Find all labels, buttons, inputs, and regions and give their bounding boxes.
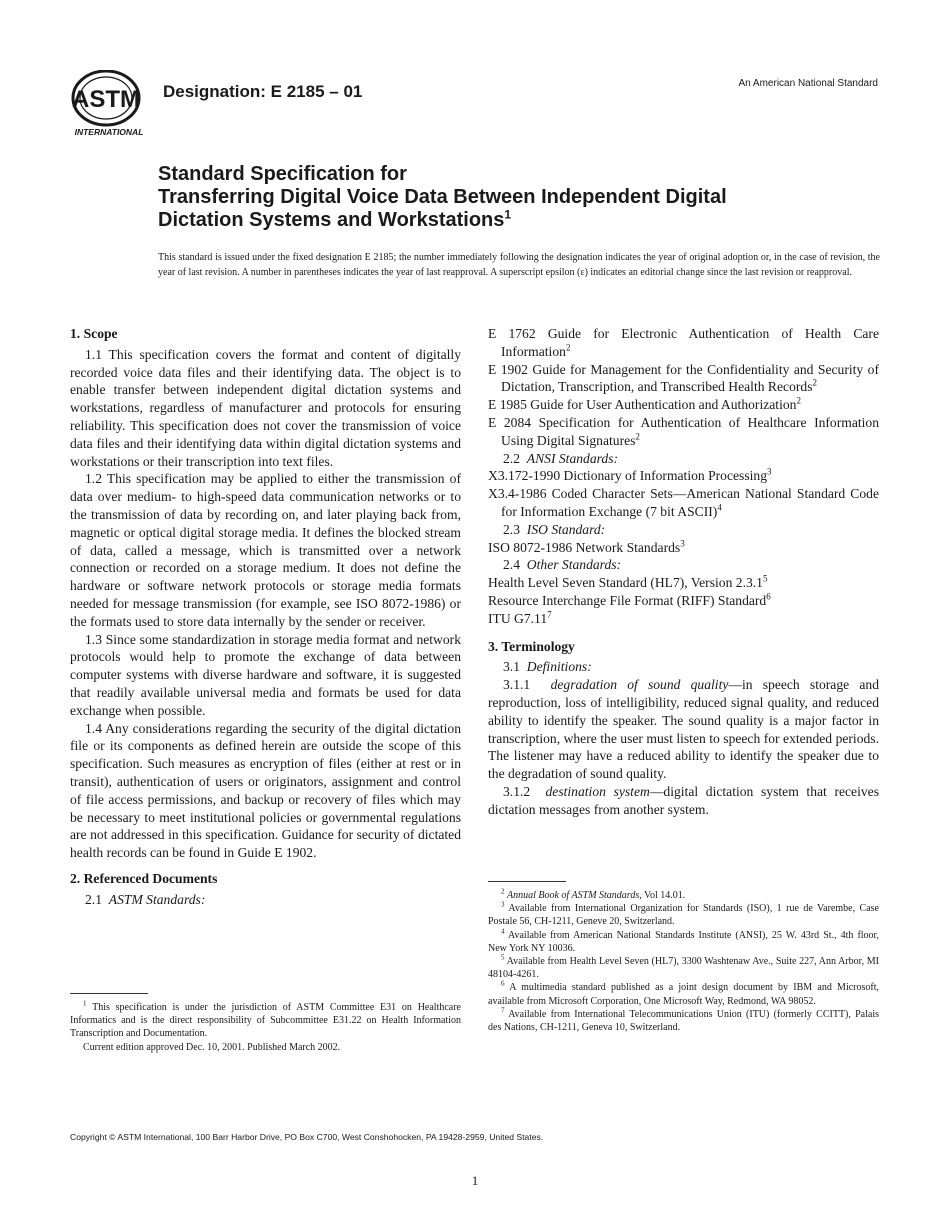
ref-x34 [488, 485, 879, 521]
ref-sup: 2 [565, 342, 571, 353]
ref-text: Health Level Seven Standard (HL7), Version 2.3.1 [488, 575, 763, 591]
section-terminology-heading: 3. Terminology [488, 638, 575, 654]
iso-num: 2.3 [503, 521, 520, 537]
footnote-text: Available from International Organization for Standards (ISO), 1 rue de Varembe, Case Postale 56, CH-1211, Geneve 20, Switzerland. [488, 903, 879, 928]
ref-text: X3.172-1990 Dictionary of Information Processing [488, 468, 767, 484]
ref-iso8072 [488, 539, 879, 557]
ref-text: X3.4-1986 Coded Character Sets—American National Standard Code for Information Exchange (7 bit ASCII) [488, 486, 879, 519]
document-title [158, 163, 858, 232]
ref-itu [488, 610, 879, 628]
ref-text: E 1762 Guide for Electronic Authentication of Health Care Information [488, 326, 879, 359]
footnote-mark: 2 [501, 887, 505, 896]
title-line-1: Standard Specification for [158, 163, 407, 185]
ref-hl7 [488, 574, 879, 592]
ref-sup: 3 [680, 538, 685, 549]
footnote-mark: 7 [501, 1006, 505, 1015]
ref-x3172 [488, 467, 879, 485]
scope-para-1: 1.1 This specification covers the format and content of digitally recorded voice data files and their identifying data. The object is to enable transfer between independent digital dictation systems and workstations, regardless of manufacturer and protocols for ensuring reliability. This specification does not cover the transmission of voice data files and their identifying data within digital dictation systems and workstations or their transcription into text files. [70, 346, 461, 469]
footnote-4 [488, 929, 879, 955]
definitions-label [503, 658, 879, 676]
footnote-1 [70, 1001, 461, 1041]
ansi-num: 2.2 [503, 450, 520, 466]
astm-logo-icon [68, 70, 150, 138]
footnote-7 [488, 1008, 879, 1034]
scope-para-3: 1.3 Since some standardization in storage media format and network protocols would help to promote the exchange of data between computer systems with diverse hardware and software, it is suggested that readily available universal media and formats be used for data exchange when possible. [70, 631, 461, 718]
ref-sup: 2 [812, 377, 817, 388]
def-num: 3.1 [503, 659, 520, 675]
ref-text: ITU G7.11 [488, 610, 548, 626]
title-footnote-mark: 1 [504, 207, 512, 222]
other-label: Other Standards: [526, 557, 622, 573]
ref-text: ISO 8072-1986 Network Standards [488, 539, 681, 555]
scope-para-2: 1.2 This specification may be applied to either the transmission of data over medium- to high-speed data communication networks or to the transmission of data by recording on, and later playing back from, magnetic or optical digital storage media. It defines the blocked stream of data, called a message, which is transmitted over a network connection or recorded on a storage medium. It does not define the hardware or software network protocols or storage media formats needed for message transmission (for example, see ISO 8072-1986) or the formats used to store data internally by the sender or receiver. [70, 471, 461, 629]
ref-sup: 4 [717, 502, 722, 513]
ref-sup: 5 [762, 573, 768, 584]
ansi-label: ANSI Standards: [526, 450, 619, 466]
footnote-text: Available from International Telecommunications Union (ITU) (formerly CCITT), Palais des Nations, CH-1211, Geneva 10, Switzerland. [488, 1008, 879, 1034]
footnote-rule-right [488, 881, 566, 882]
designation: Designation: E 2185 – 01 [163, 82, 363, 101]
footnote-mark: 6 [501, 980, 505, 989]
footnote-mark: 3 [501, 900, 505, 909]
iso-standard-label [503, 521, 879, 539]
scope-para-4: 1.4 Any considerations regarding the security of the digital dictation file or its components as defined herein are outside the scope of this specification. Such measures as encryption of files (either at rest or in transit), authentication of users or originators, assignment and control of file access permissions, and backup or recovery of files which may be necessary to meet institutional policies or governmental regulations are not addressed in this specification. Guidance for security of dictated health records can be found in Guide E 1902. [70, 720, 461, 861]
ref-riff [488, 592, 879, 610]
ref-e1762 [488, 325, 879, 361]
other-standards-label [503, 556, 879, 574]
title-line-3-text: Dictation Systems and Workstations [158, 209, 505, 231]
term-num: 3.1.2 [503, 783, 531, 799]
term-definition: —in speech storage and reproduction, loss of intelligibility, reduced signal quality, and reduced ability to identify the speaker. The sound quality is a major factor in transcription, where the user must listen to speech for extended periods. The listener may have a reduced ability to identify the speaker due to the degradation of sound quality. [488, 677, 879, 782]
footnote-1-mark: 1 [83, 999, 87, 1008]
section-references-heading: 2. Referenced Documents [70, 870, 218, 886]
ref-sup: 2 [635, 431, 640, 442]
term-num: 3.1.1 [503, 677, 531, 693]
astm-standards-label [85, 891, 461, 909]
footnote-6 [488, 981, 879, 1007]
ref-sup: 3 [767, 466, 772, 477]
footnote-5 [488, 955, 879, 981]
footnote-mark: 4 [501, 927, 505, 936]
ref-text: E 1902 Guide for Management for the Confidentiality and Security of Dictation, Transcription, and Transcribed Health Records [488, 361, 879, 395]
issuance-notice: This standard is issued under the fixed designation E 2185; the number immediately following the designation indicates the year of original adoption or, in the case of revision, the year of last revision. A number in parentheses indicates the year of last reapproval. A superscript epsilon (ε) indicates an editorial change since the last revision or reapproval. [158, 252, 880, 278]
footnote-rule-left [70, 993, 148, 994]
term-definition: —digital dictation system that receives dictation messages from another system. [488, 783, 879, 817]
ansi-standards-label [503, 450, 879, 468]
iso-label: ISO Standard: [526, 521, 606, 537]
def-label: Definitions: [526, 659, 592, 675]
footnotes-right [488, 889, 879, 1034]
ref-e1902 [488, 361, 879, 397]
section-scope-heading: 1. Scope [70, 326, 118, 341]
footnote-mark: 5 [501, 953, 505, 962]
page-number: 1 [471, 1173, 479, 1188]
footnote-text: Available from Health Level Seven (HL7), 3300 Washtenaw Ave., Suite 227, Ann Arbor, MI 48104-4261. [488, 956, 880, 981]
ref-e1985 [488, 396, 879, 414]
footnote-3 [488, 902, 879, 928]
footnotes-left [70, 1001, 461, 1054]
term-name: destination system [545, 783, 650, 799]
ref-text: Resource Interchange File Format (RIFF) Standard [488, 592, 767, 608]
logo-letters: ASTM [72, 86, 140, 113]
term-destination [488, 783, 879, 819]
ref-sup: 7 [547, 609, 552, 620]
footnote-text: A multimedia standard published as a joint design document by IBM and Microsoft, available from Microsoft Corporation, One Microsoft Way, Redmond, WA 98052. [488, 982, 879, 1007]
logo-international: INTERNATIONAL [74, 127, 144, 137]
ref-sup: 2 [796, 395, 801, 406]
astm-num: 2.1 [85, 891, 102, 907]
title-line-3 [158, 209, 858, 232]
footnote-1-text: This specification is under the jurisdiction of ASTM Committee E31 on Healthcare Informatics and is the direct responsibility of Subcommittee E31.22 on Health Information Transcription and Documentation. [70, 1002, 461, 1040]
ref-text: E 1985 Guide for User Authentication and Authorization [488, 397, 797, 413]
ref-text: E 2084 Specification for Authentication of Healthcare Information Using Digital Signatures [488, 414, 879, 448]
term-degradation [488, 676, 879, 783]
title-line-2: Transferring Digital Voice Data Between Independent Digital [158, 186, 727, 208]
astm-label: ASTM Standards: [108, 891, 206, 907]
footnote-italic: Annual Book of ASTM Standards [507, 890, 640, 901]
term-name: degradation of sound quality [550, 677, 729, 693]
ref-e2084 [488, 414, 879, 450]
right-column [488, 325, 879, 819]
footnote-text: , Vol 14.01. [639, 890, 686, 901]
footnote-text: Available from American National Standards Institute (ANSI), 25 W. 43rd St., 4th floor, New York NY 10036. [488, 929, 879, 954]
national-standard-label: An American National Standard [738, 78, 878, 89]
ref-sup: 6 [766, 591, 771, 602]
footnote-2 [488, 889, 879, 902]
astm-logo [68, 70, 150, 138]
edition-note: Current edition approved Dec. 10, 2001. Published March 2002. [83, 1041, 341, 1053]
left-column [70, 325, 461, 909]
copyright-notice: Copyright © ASTM International, 100 Barr Harbor Drive, PO Box C700, West Conshohocken, PA 19428-2959, United States. [70, 1132, 544, 1142]
other-num: 2.4 [503, 557, 520, 573]
